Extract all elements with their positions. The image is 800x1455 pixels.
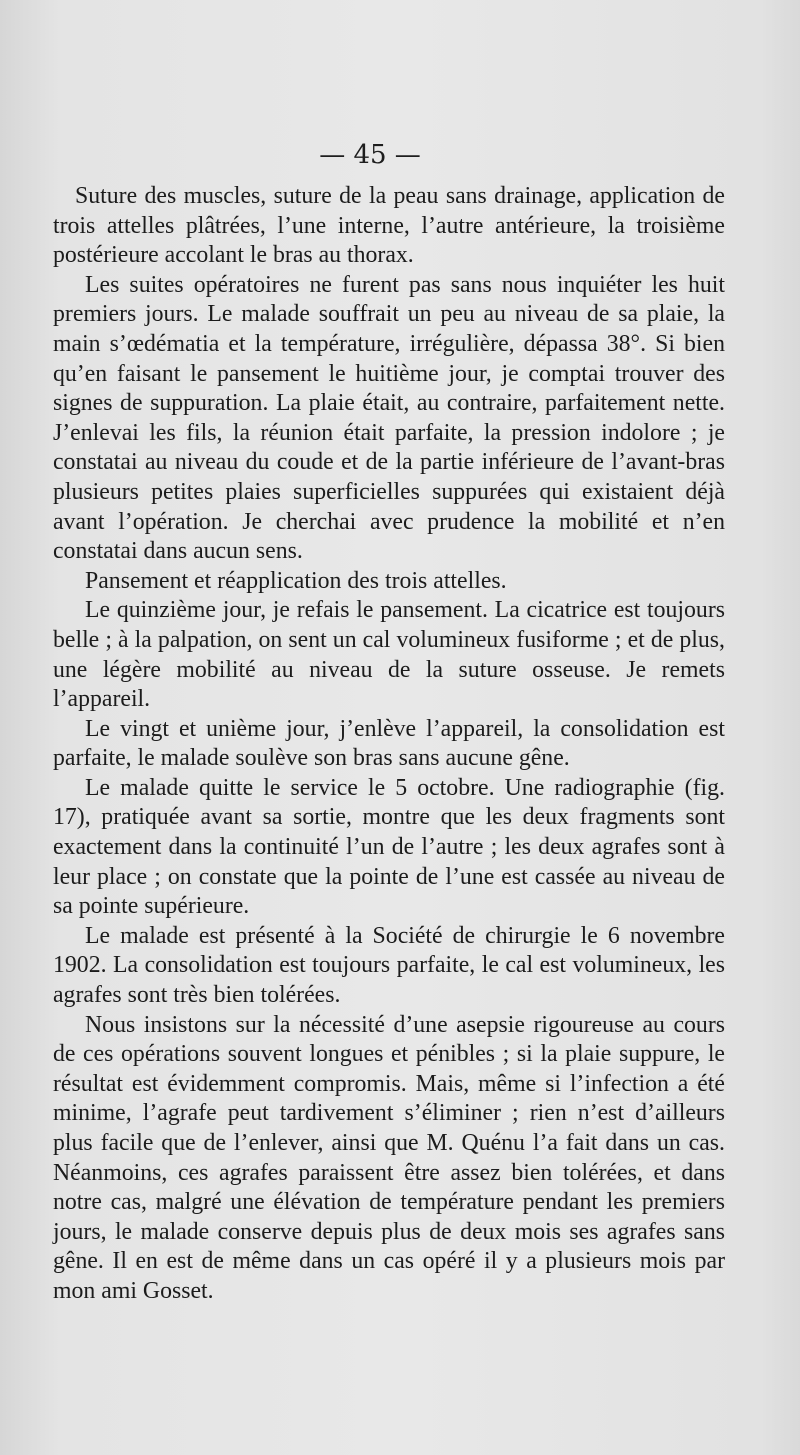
paragraph: Le vingt et unième jour, j’enlève l’appareil, la consolidation est parfaite, le malade soulève son bras sans aucune gêne. <box>53 715 725 772</box>
body-text <box>53 182 725 1307</box>
paragraph: Les suites opératoires ne furent pas sans nous inquiéter les huit premiers jours. Le malade souffrait un peu au niveau de sa plaie, la main s’œdématia et la température, irrégulière, dépassa 38°. Si bien qu’en faisant le pansement le huitième jour, je comptai trouver des signes de suppuration. La plaie était, au contraire, parfaitement nette. J’enlevai les fils, la réunion était parfaite, la pression indolore ; je constatai au niveau du coude et de la partie inférieure de l’avant-bras plusieurs petites plaies superficielles suppurées qui existaient déjà avant l’opération. Je cherchai avec prudence la mobilité et n’en constatai dans aucun sens. <box>53 271 725 565</box>
paragraph: Suture des muscles, suture de la peau sans drainage, application de trois attelles plâtrées, l’une interne, l’autre antérieure, la troisième postérieure accolant le bras au thorax. <box>53 183 725 269</box>
paragraph: Le malade est présenté à la Société de chirurgie le 6 novembre 1902. La consolidation est toujours parfaite, le cal est volumineux, les agrafes sont très bien tolérées. <box>53 922 725 1009</box>
paragraph: Le quinzième jour, je refais le pansement. La cicatrice est toujours belle ; à la palpation, on sent un cal volumineux fusiforme ; et de plus, une légère mobilité au niveau de la suture osseuse. Je remets l’appareil. <box>53 597 725 713</box>
paragraph: Le malade quitte le service le 5 octobre. Une radiographie (fig. 17), pratiquée avant sa sortie, montre que les deux fragments sont exactement dans la continuité l’un de l’autre ; les deux agrafes sont à leur place ; on constate que la pointe de l’une est cassée au niveau de sa pointe supérieure. <box>53 774 725 920</box>
paragraph: Pansement et réapplication des trois attelles. <box>85 567 507 594</box>
page-number: — 45 — <box>319 140 421 170</box>
paragraph: Nous insistons sur la nécessité d’une asepsie rigoureuse au cours de ces opérations souvent longues et pénibles ; si la plaie suppure, le résultat est évidemment compromis. Mais, même si l’infection a été minime, l’agrafe peut tardivement s’éliminer ; rien n’est d’ailleurs plus facile que de l’enlever, ainsi que M. Quénu l’a fait dans un cas. Néanmoins, ces agrafes paraissent être assez bien tolérées, et dans notre cas, malgré une élévation de température pendant les premiers jours, le malade conserve depuis plus de deux mois ses agrafes sans gêne. Il en est de même dans un cas opéré il y a plusieurs mois par mon ami Gosset. <box>53 1011 725 1304</box>
